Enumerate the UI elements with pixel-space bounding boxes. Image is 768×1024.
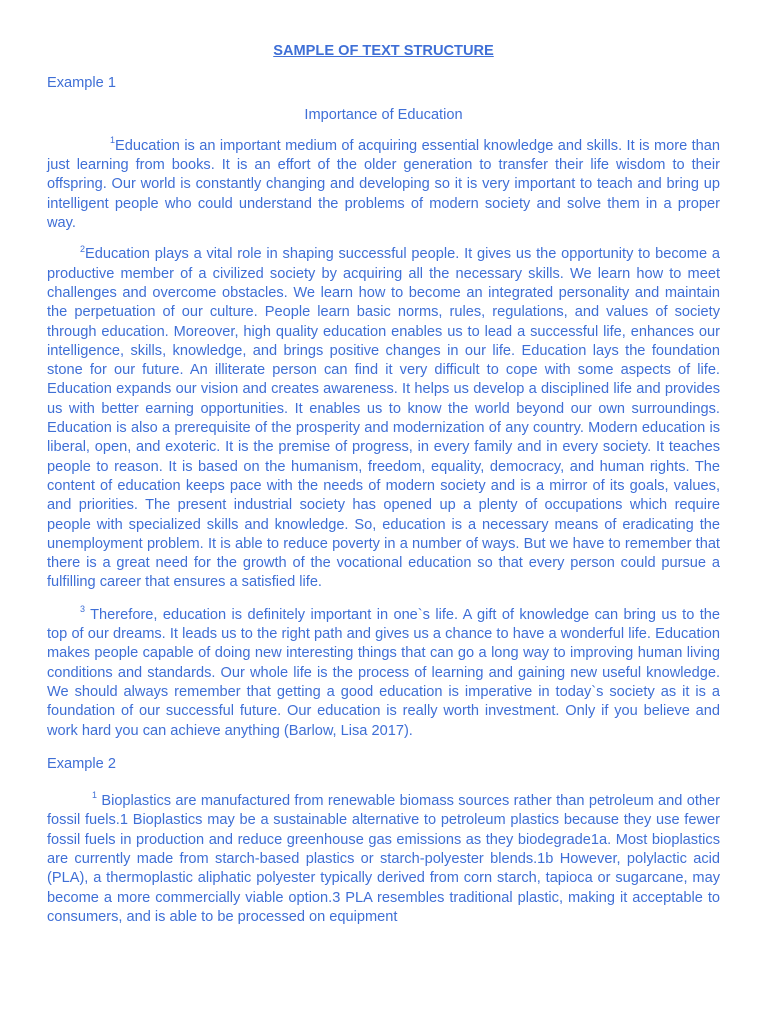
paragraph-1 <box>47 137 720 233</box>
footnote-marker-1: 1 <box>110 135 116 146</box>
paragraph-3 <box>47 603 720 741</box>
footnote-marker-3: 3 <box>80 603 86 614</box>
paragraph-4-text: Bioplastics are manufactured from renewable biomass sources rather than petroleum and other fossil fuels.1 Bioplastics may be a sustainable alternative to petroleum plastics because they use fewer fossil fuels in production and reduce greenhouse gas emissions as they biodegrade1a. Most bioplastics are currently made from starch-based plastics or starch-polyester blends.1b However, polylactic acid (PLA), a thermoplastic aliphatic polyester typically derived from corn starch, tapioca or sugarcane, may become a more commercially viable option.3 PLA resembles traditional plastic, making it acceptable to consumers, and is able to be processed on equipment <box>47 793 720 925</box>
footnote-marker-2: 2 <box>80 243 86 254</box>
document-page <box>47 42 720 927</box>
essay-heading: Importance of Education <box>304 106 463 123</box>
example-1-label: Example 1 <box>47 75 116 92</box>
paragraph-2-text: Education plays a vital role in shaping successful people. It gives us the opportunity to become a productive member of a civilized society by acquiring all the necessary skills. We learn how to meet challenges and overcome obstacles. We learn how to become an integrated personality and maintain the perpetuation of our culture. People learn basic norms, rules, regulations, and values of society through education. Moreover, high quality education enables us to lead a successful life, enhances our intelligence, skills, knowledge, and brings positive changes in our life. Education lays the foundation stone for our future. An illiterate person can find it very difficult to cope with some aspects of life. Education expands our vision and creates awareness. It helps us develop a disciplined life and provides us with better earning opportunities. It enables us to know the world beyond our own surroundings. Education is also a prerequisite of the prosperity and modernization of any country. Modern education is liberal, open, and exoteric. It is the premise of progress, in every family and in every society. It teaches people to reason. It is based on the humanism, freedom, equality, democracy, and human rights. The content of education keeps pace with the needs of modern society and is a mirror of its goals, values, and priorities. The present industrial society has opened up a plenty of occupations which require people with specialized skills and knowledge. So, education is a necessary means of eradicating the unemployment problem. It is able to reduce poverty in a number of ways. But we have to remember that there is a great need for the growth of the vocational education so that every person could pursue a fulfilling career that ensures a satisfied life. <box>47 246 720 591</box>
paragraph-3-text: Therefore, education is definitely important in one`s life. A gift of knowledge can bring us to the top of our dreams. It leads us to the right path and gives us a chance to have a wonderful life. Education makes people capable of doing new interesting things that can go a long way to improving human living conditions and standards. Our whole life is the process of learning and gaining new useful knowledge. We should always remember that getting a good education is imperative in today`s society as it is a foundation of our successful future. Our education is really worth investment. Only if you believe and work hard you can achieve anything (Barlow, Lisa 2017). <box>47 606 720 739</box>
footnote-marker-4: 1 <box>92 790 98 801</box>
example-2-label: Example 2 <box>47 755 116 772</box>
document-title: SAMPLE OF TEXT STRUCTURE <box>273 43 494 59</box>
paragraph-1-text: Education is an important medium of acquiring essential knowledge and skills. It is more than just learning from books. It is an effort of the older generation to transfer their life wisdom to their offspring. Our world is constantly changing and developing so it is very important to teach and bring up intelligent people who could understand the problems of modern society and solve them in a proper way. <box>47 137 720 232</box>
paragraph-2 <box>47 245 720 592</box>
paragraph-4 <box>47 792 720 927</box>
